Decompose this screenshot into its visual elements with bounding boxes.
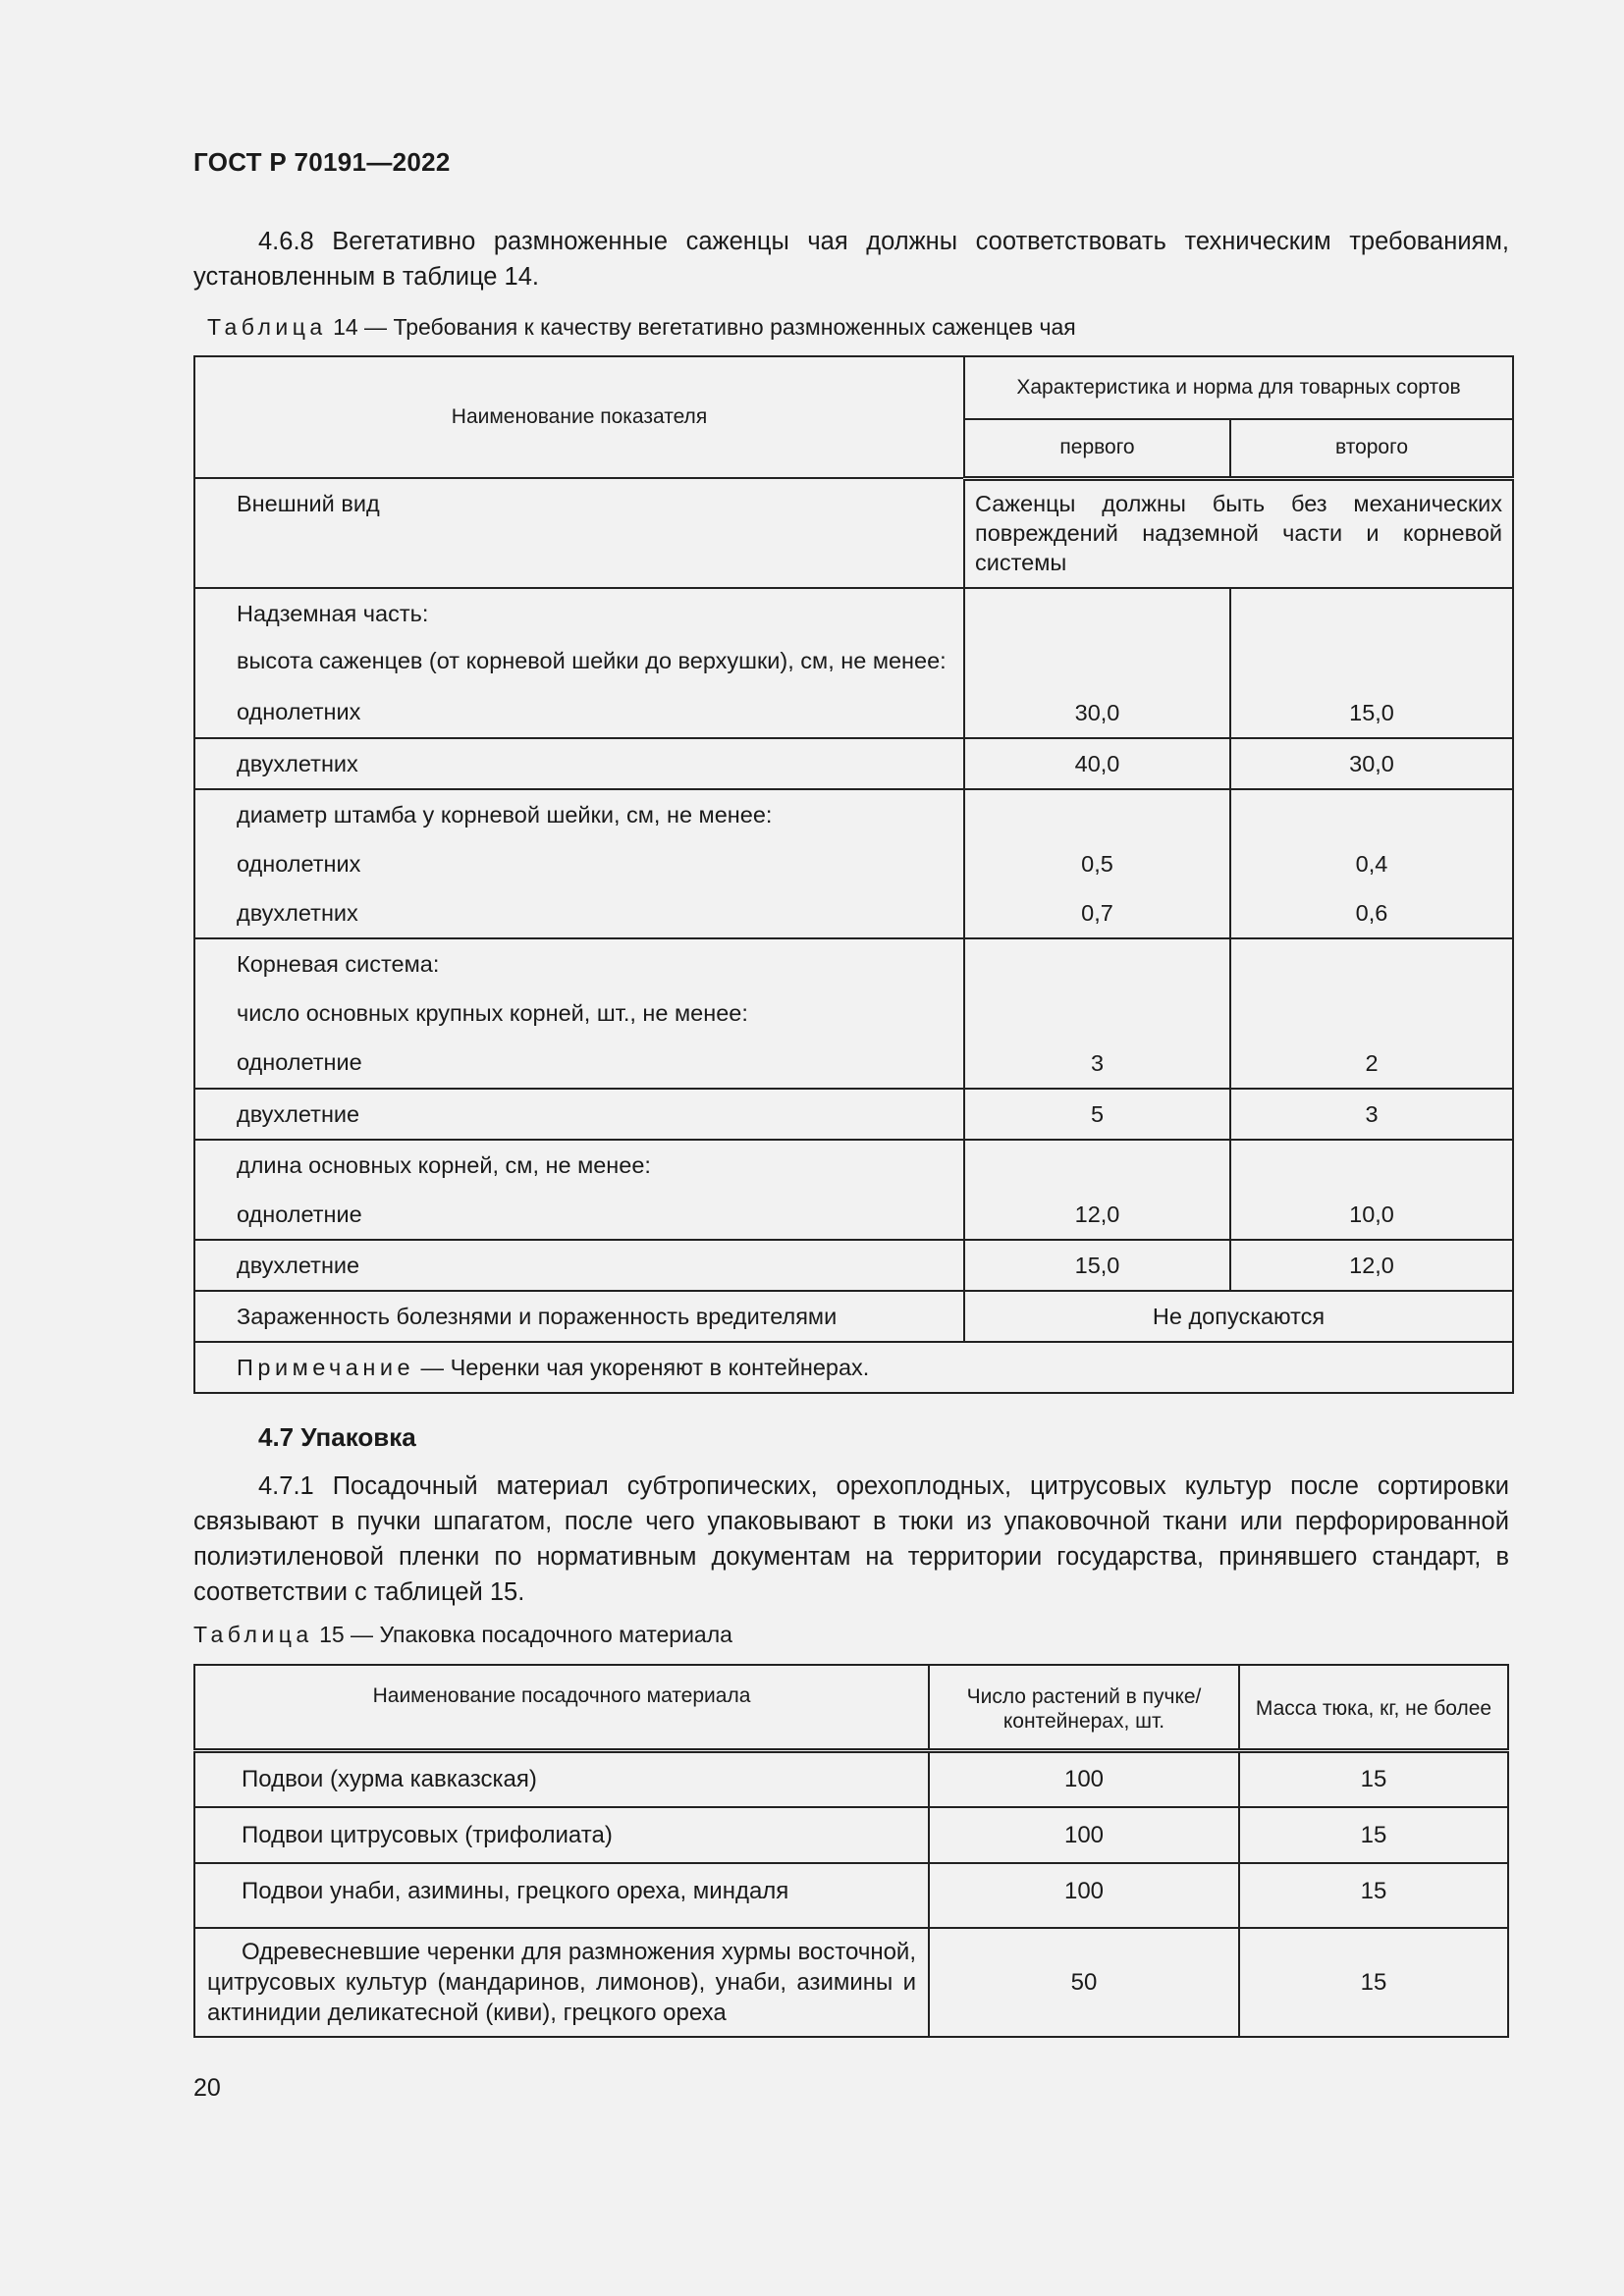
table-note-row <box>194 1342 1513 1393</box>
header-bale-mass: Масса тюка, кг, не более <box>1239 1665 1508 1750</box>
diameter-one-year-first: 0,5 <box>1081 850 1113 877</box>
roots-count-label: число основных крупных корней, шт., не менее: <box>237 999 748 1026</box>
packaging-table <box>193 1664 1509 2038</box>
plant-count: 100 <box>929 1750 1239 1807</box>
height-two-year-label: двухлетних <box>237 750 358 776</box>
header-indicator-name: Наименование показателя <box>194 356 964 478</box>
table-row <box>194 478 1513 588</box>
disease-value: Не допускаются <box>1152 1303 1326 1329</box>
table-row <box>194 1750 1508 1807</box>
root-system-title: Корневая система: <box>237 950 440 977</box>
table-row <box>194 738 1513 789</box>
diameter-two-year-second: 0,6 <box>1355 899 1388 926</box>
diameter-one-year-label: однолетних <box>237 850 361 877</box>
roots-count-one-year-first: 3 <box>1090 1049 1105 1076</box>
table-row <box>194 1928 1508 2037</box>
material-name: Одревесневшие черенки для размножения хурмы восточной, цитрусовых культур (мандаринов, лимонов), унаби, азимины и актинидии деликатесной (киви), грецкого ореха <box>194 1928 929 2037</box>
plant-count: 100 <box>929 1807 1239 1863</box>
requirements-table <box>193 355 1514 1394</box>
bale-mass: 15 <box>1239 1807 1508 1863</box>
table-row <box>194 1863 1508 1928</box>
height-label: высота саженцев (от корневой шейки до верхушки), см, не менее: <box>237 647 947 673</box>
table14-caption: Таблица 14 — Требования к качеству вегетативно размноженных саженцев чая <box>207 314 1076 340</box>
page-number: 20 <box>193 2074 221 2102</box>
height-one-year-second: 15,0 <box>1349 699 1394 725</box>
table-row <box>194 1240 1513 1291</box>
diameter-two-year-label: двухлетних <box>237 899 358 926</box>
table15-caption: Таблица 15 — Упаковка посадочного материала <box>193 1622 732 1647</box>
roots-length-two-year-first: 15,0 <box>1074 1252 1120 1278</box>
material-name: Подвои (хурма кавказская) <box>194 1750 929 1807</box>
roots-count-one-year-label: однолетние <box>237 1048 362 1075</box>
roots-length-one-year-second: 10,0 <box>1349 1201 1394 1227</box>
material-name: Подвои унаби, азимины, грецкого ореха, миндаля <box>194 1863 929 1928</box>
roots-length-one-year-first: 12,0 <box>1074 1201 1120 1227</box>
header-characteristic-group: Характеристика и норма для товарных сортов <box>964 356 1513 419</box>
appearance-value: Саженцы должны быть без механических повреждений надземной части и корневой системы <box>964 478 1513 588</box>
material-name: Подвои цитрусовых (трифолиата) <box>194 1807 929 1863</box>
diameter-one-year-second: 0,4 <box>1355 850 1388 877</box>
table-row <box>194 1807 1508 1863</box>
disease-label: Зараженность болезнями и пораженность вредителями <box>237 1303 838 1329</box>
height-two-year-first: 40,0 <box>1074 750 1120 776</box>
table-note: Примечание — Черенки чая укореняют в контейнерах. <box>237 1354 870 1380</box>
roots-length-label: длина основных корней, см, не менее: <box>237 1151 651 1178</box>
bale-mass: 15 <box>1239 1928 1508 2037</box>
roots-count-one-year-second: 2 <box>1365 1049 1379 1076</box>
bale-mass: 15 <box>1239 1750 1508 1807</box>
header-second-grade: второго <box>1230 419 1513 478</box>
height-one-year-first: 30,0 <box>1074 699 1120 725</box>
header-plant-count: Число растений в пучке/ контейнерах, шт. <box>929 1665 1239 1750</box>
table-row <box>194 1089 1513 1140</box>
plant-count: 100 <box>929 1863 1239 1928</box>
table-row <box>194 1140 1513 1240</box>
roots-length-one-year-label: однолетние <box>237 1201 362 1227</box>
roots-count-two-year-first: 5 <box>1090 1100 1105 1127</box>
diameter-label: диаметр штамба у корневой шейки, см, не менее: <box>237 801 773 828</box>
table-row <box>194 588 1513 738</box>
height-one-year-label: однолетних <box>237 698 361 724</box>
table-row <box>194 1291 1513 1342</box>
plant-count: 50 <box>929 1928 1239 2037</box>
paragraph-4-6-8: 4.6.8 Вегетативно размноженные саженцы чая должны соответствовать техническим требованиям, установленным в таблице 14. <box>193 228 1509 291</box>
paragraph-4-7-1: 4.7.1 Посадочный материал субтропических, орехоплодных, цитрусовых культур после сортировки связывают в пучки шпагатом, после чего упаковывают в тюки из упаковочной ткани или перфорированной полиэтиленовой пленки по нормативным документам на территории государства, принявшего стандарт, в соответствии с таблицей 15. <box>193 1472 1509 1606</box>
section-title: 4.7 Упаковка <box>258 1422 416 1452</box>
header-material-name: Наименование посадочного материала <box>194 1665 929 1750</box>
roots-length-two-year-label: двухлетние <box>237 1252 360 1278</box>
bale-mass: 15 <box>1239 1863 1508 1928</box>
height-two-year-second: 30,0 <box>1349 750 1394 776</box>
appearance-label: Внешний вид <box>237 491 380 516</box>
table-row <box>194 938 1513 1089</box>
aboveground-title: Надземная часть: <box>237 600 429 626</box>
diameter-two-year-first: 0,7 <box>1081 899 1113 926</box>
roots-count-two-year-second: 3 <box>1365 1100 1379 1127</box>
roots-length-two-year-second: 12,0 <box>1349 1252 1394 1278</box>
header-first-grade: первого <box>964 419 1230 478</box>
document-id: ГОСТ Р 70191—2022 <box>193 147 451 177</box>
roots-count-two-year-label: двухлетние <box>237 1100 360 1127</box>
table-row <box>194 789 1513 938</box>
